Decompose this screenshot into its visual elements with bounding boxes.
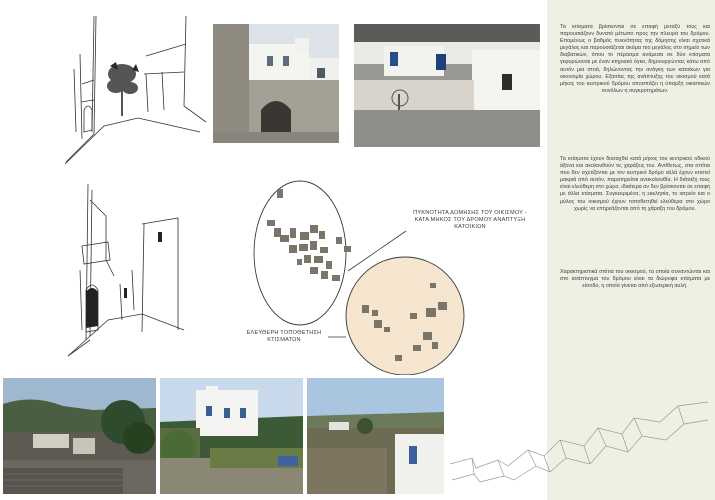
photo-white-church: [160, 378, 303, 494]
photo-village-rooftops: [3, 378, 156, 494]
settlement-diagram: [240, 175, 480, 375]
paragraph-density: Τα κτίσματα βρίσκονται σε επαφή μεταξύ τους και παρουσιάζουν δυνατό μέτωπο προς την πλευρά του δρόμου. Επομένως ο βαθμός πυκνότητας της δόμησης είναι σχετικά μεγάλος και παρουσιάζεται ακόμα πιο μεγάλος στο σημείο των διαβατικών, όπου το πέρασμα ανάμεσα σε δύο κτίσματα γεφυρώνεται με έναν κτηριακό όγκο, δημιουργώντας κάτω από αυτόν μια στοά, δηλώνοντας την ανάγκη των κατοίκων για οικονομία χώρου. Εξαιτίας της ανάπτυξης του οικισμού κατά μήκος του κεντρικού δρόμου αποσπάζει η ύπαρξη οικιστικών συνόλων η συγκροτημάτων.: [560, 24, 710, 94]
street-plan-drawing: [448, 380, 710, 494]
photo-white-house: [354, 24, 540, 147]
photo-blue-door-house: [307, 378, 444, 494]
street-sketch-2: [60, 180, 190, 360]
photo-arched-passage: [213, 24, 339, 143]
label-free-placement: ΕΛΕΥΘΕΡΗ ΤΟΠΟΘΕΤΗΣΗ ΚΤΙΣΜΑΤΩΝ: [246, 330, 322, 343]
free-placement-circle: [346, 257, 464, 375]
paragraph-typical-houses: Χαρακτηριστικά σπίτια του οικισμού, τα οποία συναντώνται και στο ανάπτυγμα του δρόμου είναι τα διώροφα κτίσματα με είσοδο, η οποία γίνεται από εξωτερική αυλή.: [560, 269, 710, 290]
dense-buildings: [267, 189, 351, 281]
density-ellipse: [254, 181, 346, 325]
paragraph-layout: Τα κτίσματα έχουν διαταχθεί κατά μήκος του κεντρικού οδικού άξονα και ακολουθούν τις χαράξεις του. Αντίθετως, στα σπίτια που δεν σχετίζονται με τον κεντρικό δρόμο αλλά έχουν κτιστεί μακριά από αυτόν, παρατηρείται ανακολουθία. Η διάταξη τους είναι ελεύθερη στο χώρο, ιδιαίτερα αν δεν βρίσκονται σε επαφή με άλλα κτίσματα. Συγκεκριμένα, η εκκλησία, το ιατρείο και ο μύλος του οικισμού έχουν τοποθετηθεί ελεύθερα στο χώρο χωρίς να επηρεάζονται από τη χάραξη του δρόμου.: [560, 156, 710, 212]
street-sketch-1: [60, 14, 210, 164]
label-density: ΠΥΚΝΟΤΗΤΑ ΔΟΜΗΣΗΣ ΤΟΥ ΟΙΚΙΣΜΟΥ - ΚΑΤΑ ΜΗΚΟΣ ΤΟΥ ΔΡΟΜΟΥ ΑΝΑΠΤΥΞΗ ΚΑΤΟΙΚΙΩΝ: [413, 210, 527, 230]
